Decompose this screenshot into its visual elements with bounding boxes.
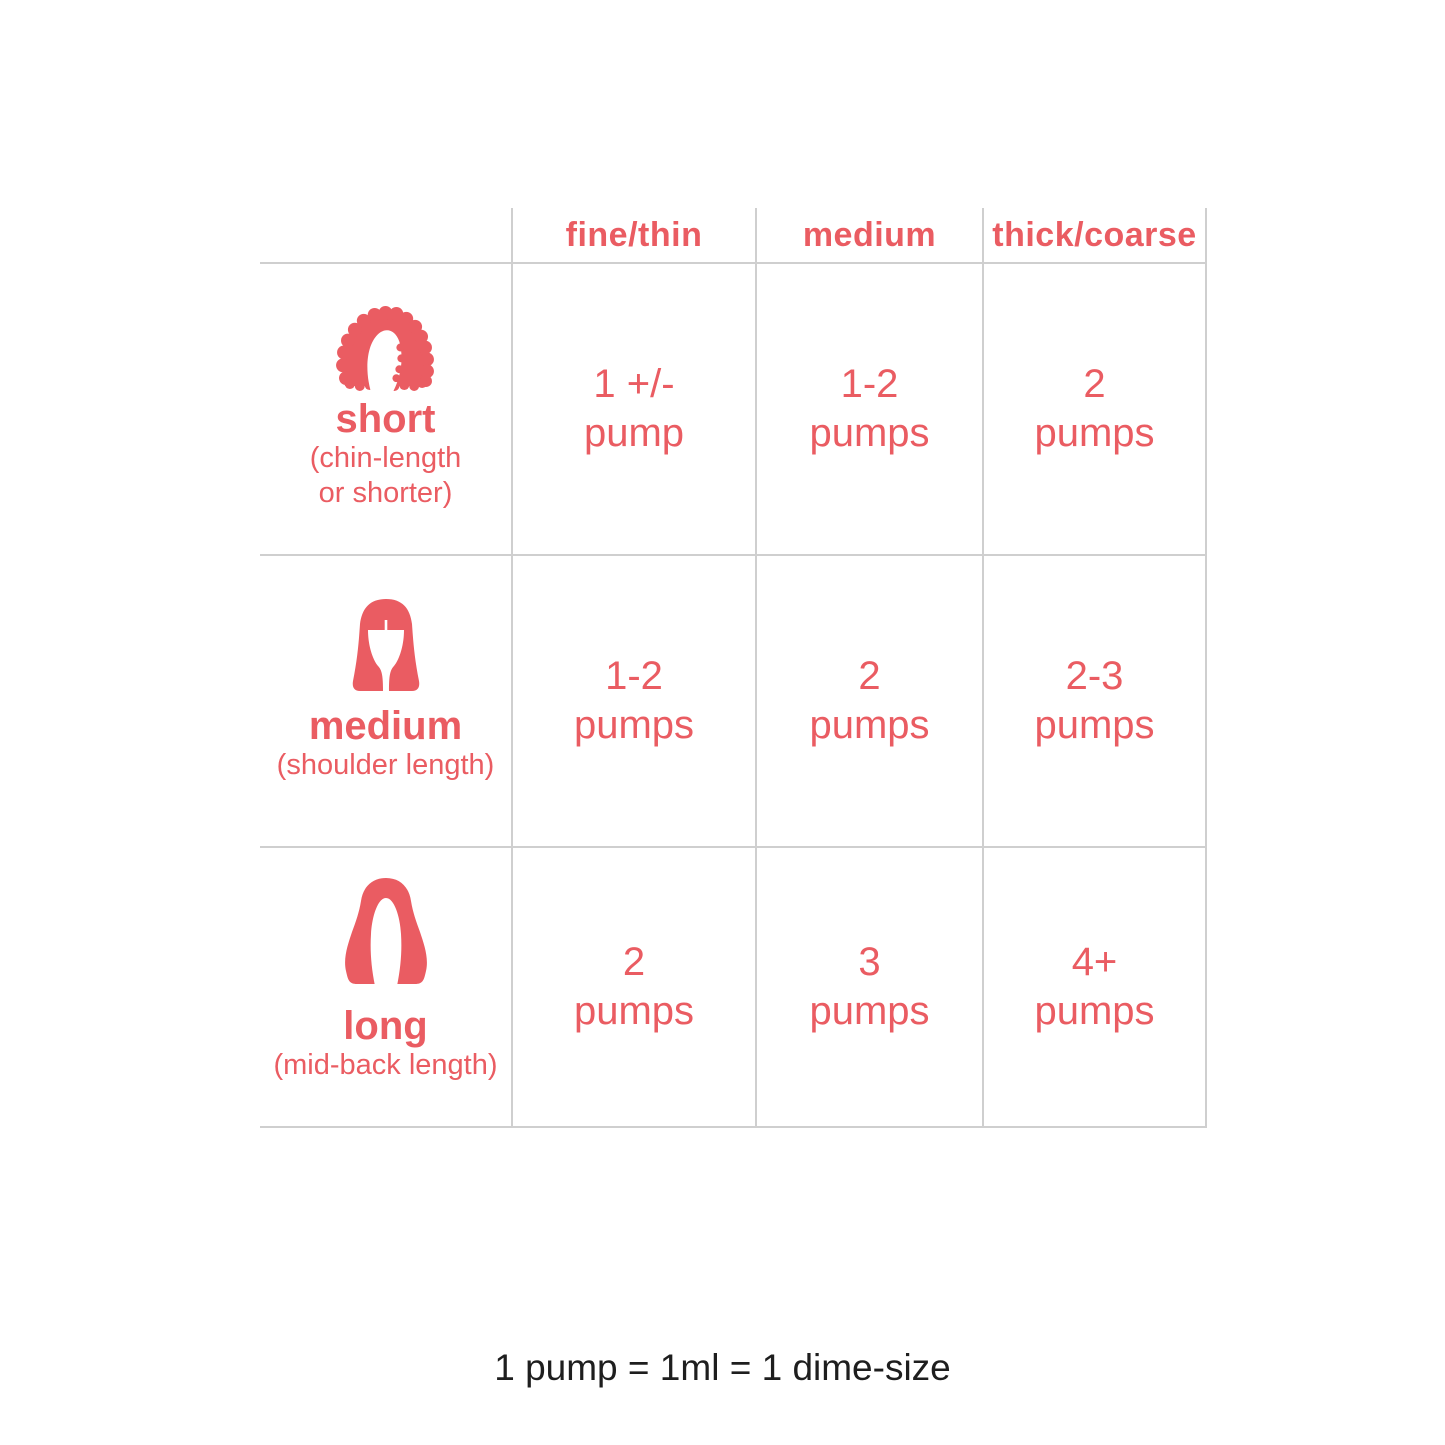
medium-hair-icon (342, 594, 430, 698)
column-header-label: medium (802, 215, 937, 254)
cell-medium-medium (757, 556, 984, 848)
column-header-thick-coarse (984, 208, 1207, 264)
long-hair-icon (336, 874, 436, 998)
cell-value-line: 2 (1083, 362, 1106, 406)
cell-value-line: pumps (1034, 411, 1155, 455)
cell-value-line: 2 (622, 940, 646, 984)
column-header-medium (757, 208, 984, 264)
cell-long-fine-thin (513, 848, 757, 1128)
row-sublabel-line: (shoulder length) (276, 749, 495, 781)
cell-value-line: 1 +/- (593, 362, 675, 406)
row-sublabel-line: or shorter) (318, 477, 453, 509)
cell-short-medium (757, 264, 984, 556)
cell-value-line: pumps (809, 989, 930, 1033)
row-sublabel-line: (mid-back length) (273, 1049, 498, 1081)
row-label-cell-long (260, 848, 513, 1128)
cell-value-line: 1-2 (840, 362, 899, 406)
cell-value-line: 2 (858, 654, 881, 698)
cell-short-thick-coarse (984, 264, 1207, 556)
row-label-cell-short (260, 264, 513, 556)
row-sublabel-line: (chin-length (309, 442, 462, 474)
cell-long-thick-coarse (984, 848, 1207, 1128)
row-label: medium (308, 704, 463, 748)
cell-value-line: 4+ (1071, 940, 1118, 984)
cell-short-fine-thin (513, 264, 757, 556)
column-header-label: fine/thin (565, 215, 703, 254)
corner-cell (260, 208, 513, 264)
cell-value-line: 1-2 (605, 654, 663, 698)
short-hair-icon (334, 304, 437, 391)
cell-value-line: pumps (809, 411, 930, 455)
cell-value-line: pumps (1034, 989, 1155, 1033)
cell-medium-fine-thin (513, 556, 757, 848)
cell-value-line: pump (583, 411, 685, 455)
row-label-cell-medium (260, 556, 513, 848)
cell-value-line: pumps (809, 703, 930, 747)
column-header-fine-thin (513, 208, 757, 264)
cell-long-medium (757, 848, 984, 1128)
cell-value-line: pumps (573, 703, 695, 747)
cell-value-line: pumps (573, 989, 695, 1033)
dosage-table (260, 208, 1207, 1128)
row-label: long (343, 1004, 428, 1048)
footnote: 1 pump = 1ml = 1 dime-size (494, 1347, 951, 1388)
cell-value-line: pumps (1034, 703, 1155, 747)
row-label: short (335, 397, 436, 441)
cell-value-line: 2-3 (1065, 654, 1124, 698)
cell-value-line: 3 (858, 940, 881, 984)
cell-medium-thick-coarse (984, 556, 1207, 848)
column-header-label: thick/coarse (992, 215, 1197, 254)
